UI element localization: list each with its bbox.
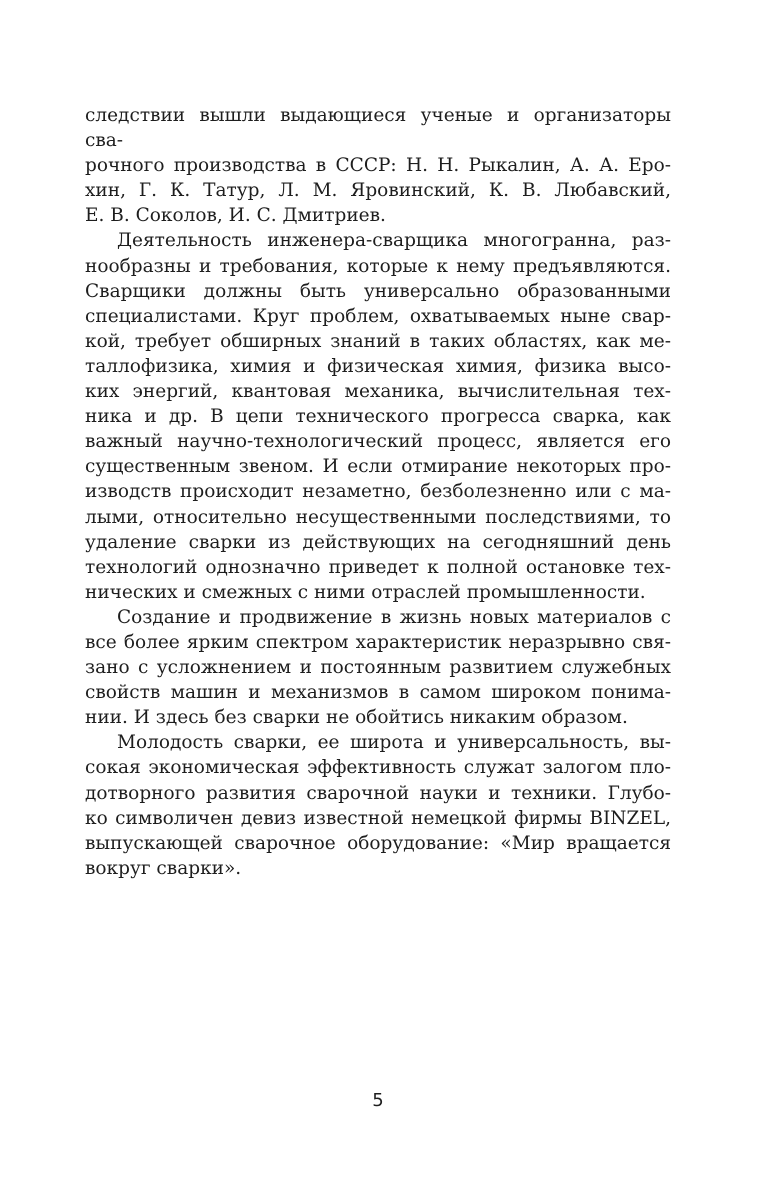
paragraph xyxy=(85,730,671,881)
text-line: все более ярким спектром характеристик неразрывно свя- xyxy=(85,631,671,653)
text-line: зано с усложнением и постоянным развитием служебных xyxy=(85,657,671,679)
text-line: сокая экономическая эффективность служат залогом пло- xyxy=(85,757,671,779)
paragraph xyxy=(85,103,671,228)
text-line: удаление сварки из действующих на сегодняшний день xyxy=(85,531,671,553)
page-number: 5 xyxy=(372,1090,384,1111)
text-line: Е. В. Соколов, И. С. Дмитриев. xyxy=(85,205,386,227)
text-line: выпускающей сварочное оборудование: «Мир вращается xyxy=(85,832,671,854)
body-text xyxy=(85,103,671,881)
text-line: рочного производства в СССР: Н. Н. Рыкалин, А. А. Еро- xyxy=(85,155,671,177)
text-line: ника и др. В цепи технического прогресса сварка, как xyxy=(85,406,671,428)
text-line: специалистами. Круг проблем, охватываемых ныне свар- xyxy=(85,305,671,327)
paragraph xyxy=(85,228,671,604)
text-line: следствии вышли выдающиеся ученые и организаторы сва- xyxy=(85,105,671,152)
text-line: вокруг сварки». xyxy=(85,857,242,879)
paragraph xyxy=(85,605,671,730)
text-line: дотворного развития сварочной науки и техники. Глубо- xyxy=(85,782,671,804)
text-line: кой, требует обширных знаний в таких областях, как ме- xyxy=(85,330,671,352)
text-line: изводств происходит незаметно, безболезненно или с ма- xyxy=(85,481,671,503)
text-line: Деятельность инженера-сварщика многогранна, раз- xyxy=(117,230,671,252)
text-line: Создание и продвижение в жизнь новых материалов с xyxy=(117,606,671,628)
text-line: лыми, относительно несущественными последствиями, то xyxy=(85,506,671,528)
text-line: нообразны и требования, которые к нему предъявляются. xyxy=(85,255,671,277)
text-line: технологий однозначно приведет к полной остановке тех- xyxy=(85,556,671,578)
text-line: нии. И здесь без сварки не обойтись никаким образом. xyxy=(85,707,628,729)
text-line: таллофизика, химия и физическая химия, физика высо- xyxy=(85,355,671,377)
text-line: существенным звеном. И если отмирание некоторых про- xyxy=(85,456,671,478)
text-line: ких энергий, квантовая механика, вычислительная тех- xyxy=(85,381,671,403)
text-line: Сварщики должны быть универсально образованными xyxy=(85,280,671,302)
text-line: важный научно-технологический процесс, является его xyxy=(85,431,671,453)
text-line: ко символичен девиз известной немецкой фирмы BINZEL, xyxy=(85,807,671,829)
text-line: свойств машин и механизмов в самом широком понима- xyxy=(85,682,671,704)
text-line: хин, Г. К. Татур, Л. М. Яровинский, К. В. Любавский, xyxy=(85,180,671,202)
text-line: нических и смежных с ними отраслей промышленности. xyxy=(85,581,646,603)
text-line: Молодость сварки, ее широта и универсальность, вы- xyxy=(117,732,671,754)
